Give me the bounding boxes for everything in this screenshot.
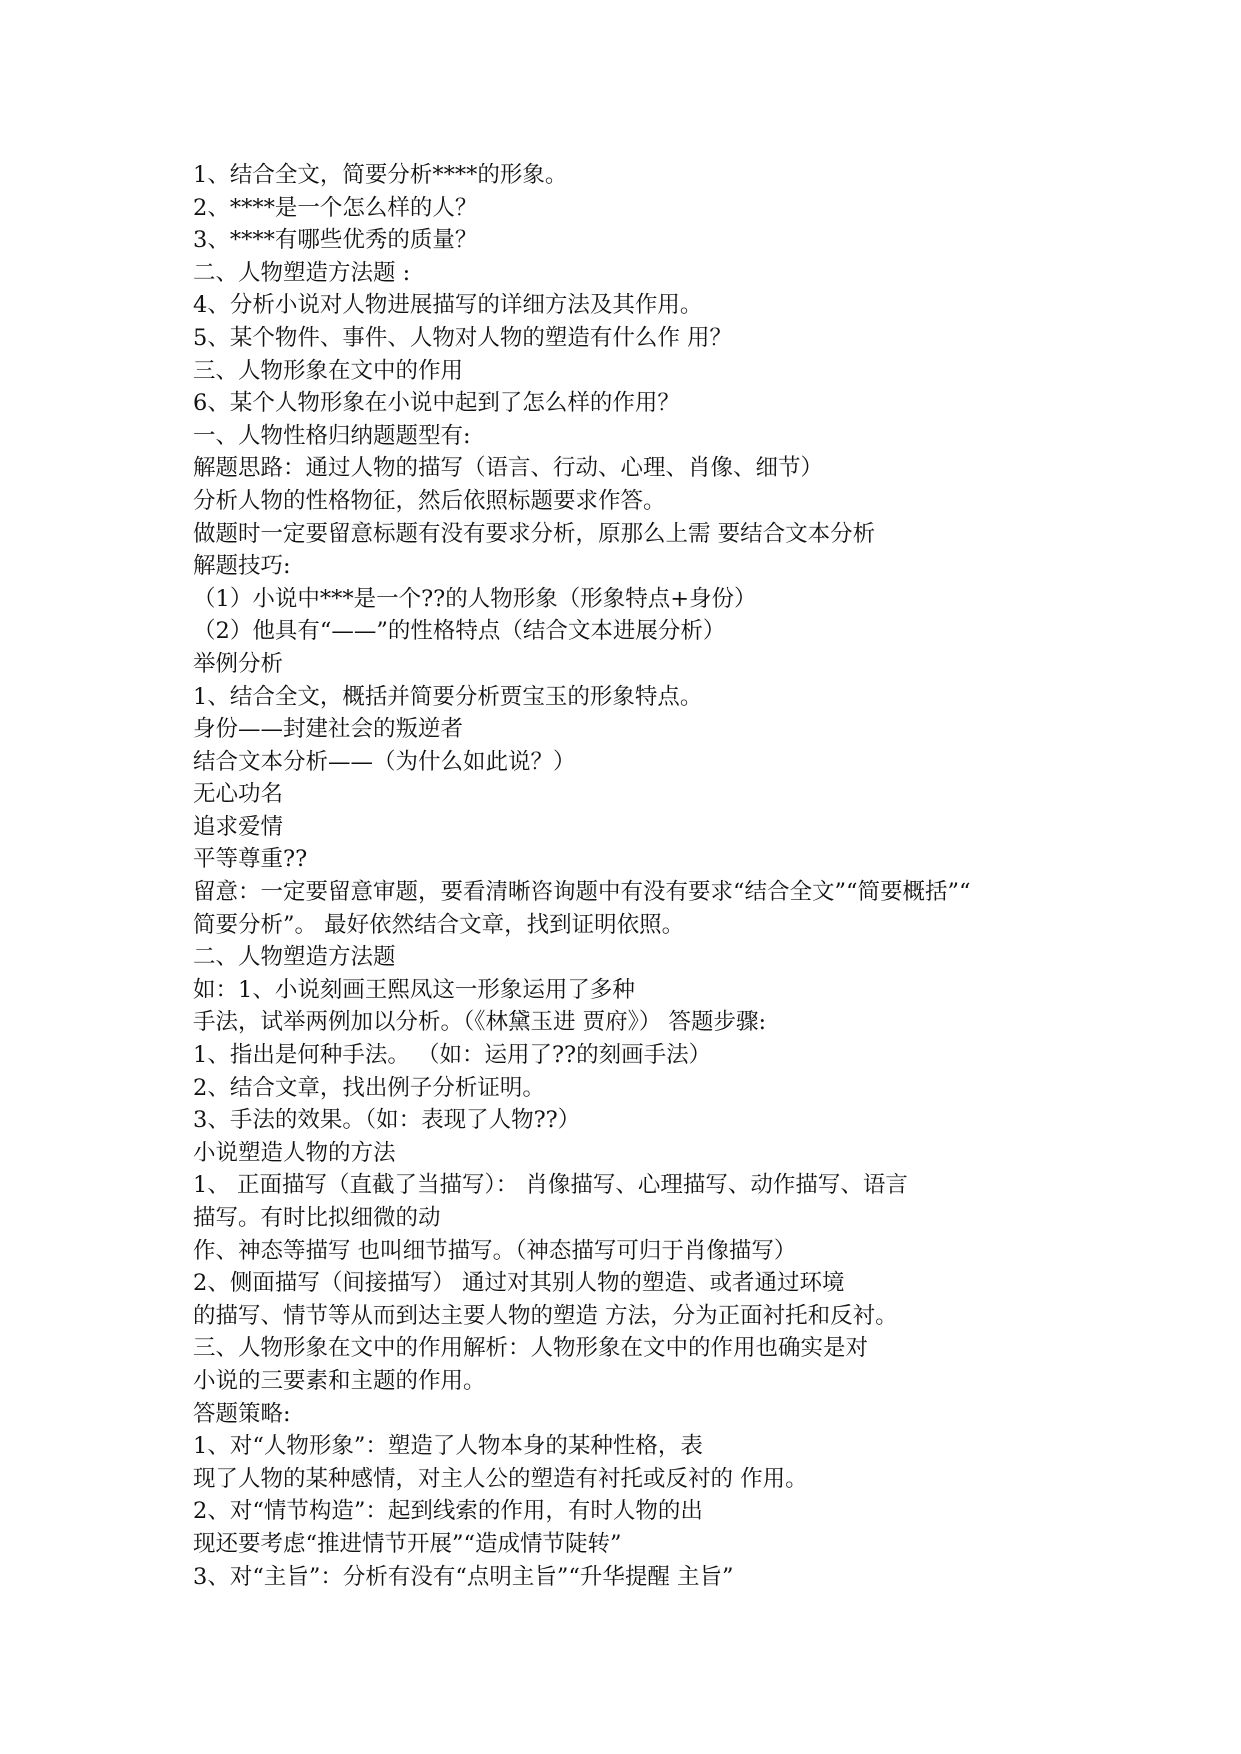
text-line: 简要分析”。 最好依然结合文章，找到证明依照。 [193, 911, 685, 938]
text-line: 留意：一定要留意审题，要看清晰咨询题中有没有要求“结合全文”“简要概括”“ [193, 879, 971, 906]
text-line: 4、分析小说对人物进展描写的详细方法及其作用。 [193, 292, 703, 319]
text-line: （1）小说中***是一个??的人物形象（形象特点+身份） [193, 585, 757, 612]
text-line: 结合文本分析——（为什么如此说？） [193, 748, 576, 775]
text-line: 小说的三要素和主题的作用。 [193, 1367, 486, 1394]
text-line: 现了人物的某种感情，对主人公的塑造有衬托或反衬的 作用。 [193, 1465, 808, 1492]
document-body [193, 159, 1093, 1593]
text-line: 1、 正面描写（直截了当描写）： 肖像描写、心理描写、动作描写、语言 [193, 1172, 908, 1199]
text-line: 答题策略: [193, 1400, 291, 1427]
text-line: 3、对“主旨”：分析有没有“点明主旨”“升华提醒 主旨” [193, 1563, 734, 1590]
text-line: 2、结合文章，找出例子分析证明。 [193, 1074, 545, 1101]
text-line: 6、某个人物形象在小说中起到了怎么样的作用？ [193, 390, 680, 417]
text-line: 1、结合全文，概括并简要分析贾宝玉的形象特点。 [193, 683, 703, 710]
text-line: 举例分析 [193, 650, 284, 677]
text-line: 二、人物塑造方法题 : [193, 259, 411, 286]
text-line: 小说塑造人物的方法 [193, 1139, 396, 1166]
text-line: 如：1、小说刻画王熙凤这一形象运用了多种 [193, 976, 635, 1003]
text-line: 三、人物形象在文中的作用解析：人物形象在文中的作用也确实是对 [193, 1335, 869, 1362]
text-line: 现还要考虑“推进情节开展”“造成情节陡转” [193, 1530, 622, 1557]
text-line: 作、神态等描写 也叫细节描写。（神态描写可归于肖像描写） [193, 1237, 797, 1264]
text-line: 身份——封建社会的叛逆者 [193, 716, 464, 743]
text-line: 解题技巧: [193, 553, 291, 580]
text-line: 2、侧面描写（间接描写） 通过对其别人物的塑造、或者通过环境 [193, 1270, 845, 1297]
text-line: 手法，试举两例加以分析。（《林黛玉进 贾府》） 答题步骤: [193, 1009, 767, 1036]
text-line: 2、对“情节构造”：起到线索的作用，有时人物的出 [193, 1498, 703, 1525]
text-line: 三、人物形象在文中的作用 [193, 357, 464, 384]
text-line: 的描写、情节等从而到达主要人物的塑造 方法，分为正面衬托和反衬。 [193, 1302, 898, 1329]
text-line: 1、对“人物形象”：塑造了人物本身的某种性格，表 [193, 1433, 703, 1460]
text-line: 3、手法的效果。（如：表现了人物??） [193, 1107, 581, 1134]
text-line: 1、指出是何种手法。 （如：运用了??的刻画手法） [193, 1042, 712, 1069]
text-line: 5、某个物件、事件、人物对人物的塑造有什么作 用？ [193, 324, 732, 351]
text-line: 分析人物的性格物征，然后依照标题要求作答。 [193, 487, 666, 514]
text-line: 平等尊重?? [193, 846, 308, 873]
text-line: 一、人物性格归纳题题型有: [193, 422, 471, 449]
text-line: 2、****是一个怎么样的人？ [193, 194, 478, 221]
text-line: 解题思路：通过人物的描写（语言、行动、心理、肖像、细节） [193, 455, 824, 482]
text-line: （2）他具有“——”的性格特点（结合文本进展分析） [193, 618, 726, 645]
text-line: 二、人物塑造方法题 [193, 944, 396, 971]
text-line: 描写。有时比拟细微的动 [193, 1205, 441, 1231]
text-line: 追求爱情 [193, 813, 284, 840]
text-line: 3、****有哪些优秀的质量？ [193, 227, 478, 254]
text-line: 1、结合全文，简要分析****的形象。 [193, 162, 568, 188]
text-line: 做题时一定要留意标题有没有要求分析，原那么上需 要结合文本分析 [193, 520, 876, 547]
text-line: 无心功名 [193, 781, 284, 808]
